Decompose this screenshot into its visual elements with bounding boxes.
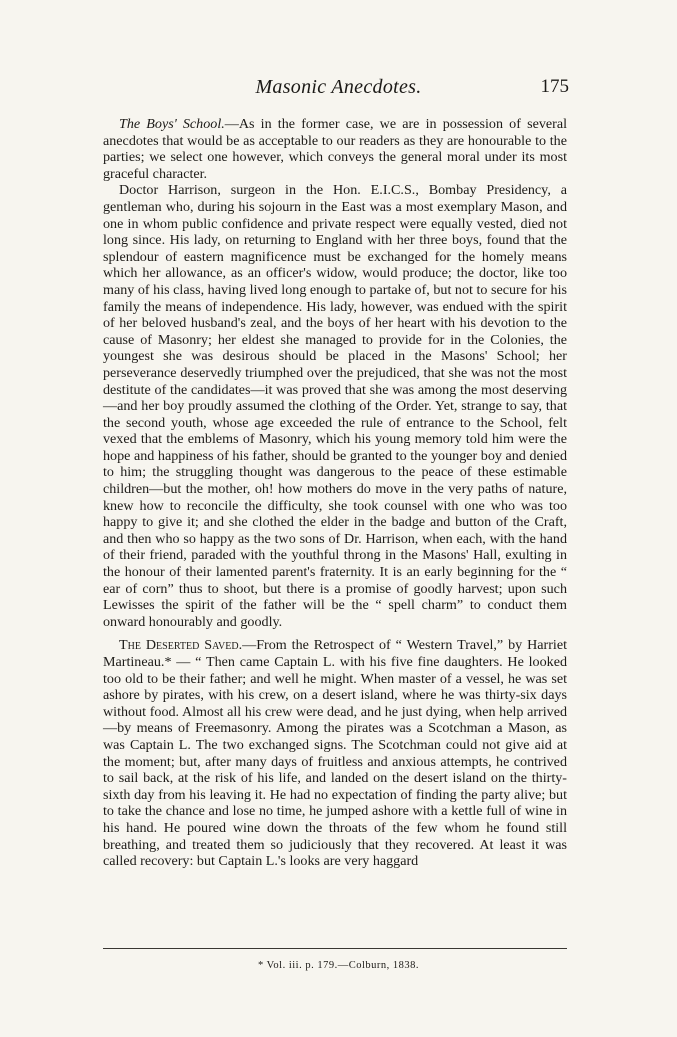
footnote-rule — [103, 948, 567, 949]
footnote: * Vol. iii. p. 179.—Colburn, 1838. — [257, 960, 419, 971]
section-heading-boys-school: The Boys' School. — [119, 116, 225, 132]
paragraph-boys-school — [103, 116, 567, 182]
paragraph-deserted-saved — [103, 637, 567, 869]
section-heading-deserted-saved: The Deserted Saved. — [119, 637, 243, 654]
paragraph-text: —From the Retrospect of “ Western Travel,” by Harriet Martineau.* — “ Then came Captain L. with his five fine daughters. He looked too old to be their father; and well he might. When master of a vessel, he was set ashore by pirates, with his crew, on a desert island, where he was thirty-six days without food. Almost all his crew were dead, and he just dying, when help arrived—by means of Freemasonry. Among the pirates was a Scotchman a Mason, as was Captain L. The two exchanged signs. The Scotchman could not give aid at the moment; but, after many days of fruitless and anxious attempts, he contrived to sail back, at the risk of his life, and landed on the desert island on the thirty-sixth day from his leaving it. He had no expectation of finding the party alive; but to take the chance and lose no time, he jumped ashore with a kettle full of wine in his hand. He poured wine down the throats of the few whom he found still breathing, and treated them so judiciously that they recovered. At least it was called recovery: but Captain L.'s looks are very haggard — [103, 637, 568, 870]
body-text — [103, 116, 567, 870]
paragraph-text: —As in the former case, we are in possession of several anecdotes that would be as acceptable to our readers as they are honourable to the parties; we select one however, which conveys the general moral under its most graceful character. — [103, 116, 567, 182]
page-number: 175 — [540, 76, 569, 97]
paragraph-doctor-harrison — [103, 182, 567, 630]
paragraph-text: Doctor Harrison, surgeon in the Hon. E.I.C.S., Bombay Presidency, a gentleman who, during his sojourn in the East was a most exemplary Mason, and one in whom public confidence and private respect were equally vested, died not long since. His lady, on returning to England with her three boys, found that the splendour of eastern magnificence must be exchanged for the homely means which her allowance, as an officer's widow, would produce; the doctor, like too many of his class, having lived long enough to partake of, but not to secure for his family the means of independence. His lady, however, was endued with the spirit of her beloved husband's zeal, and the boys of her heart with his devotion to the cause of Masonry; her eldest she managed to provide for in the Colonies, the youngest she was desirous should be placed in the Masons' School; her perseverance deservedly triumphed over the prejudiced, that she was not the most destitute of the candidates—it was proved that she was among the most deserving—and her boy proudly assumed the clothing of the Order. Yet, strange to say, that the second youth, whose age exceeded the rule of entrance to the School, felt vexed that the emblems of Masonry, which his young memory told him were the hope and happiness of his father, should be granted to the younger boy and denied to him; the struggling thought was dangerous to the peace of these estimable children—but the mother, oh! how mothers do move in the very paths of nature, knew how to reconcile the difficulty, she took counsel with one who was too happy to give it; and she clothed the elder in the badge and button of the Craft, and then who so happy as the two sons of Dr. Harrison, when each, with the hand of their friend, paraded with the youthful throng in the Masons' Hall, exulting in the honour of their lamented parent's fraternity. It is an early beginning for the “ ear of corn” thus to shoot, but there is a promise of goodly harvest; upon such Lewisses the spirit of the father will be the “ spell charm” to conduct them onward honourably and goodly. — [103, 182, 567, 630]
page-header — [0, 76, 677, 106]
running-title: Masonic Anecdotes. — [255, 76, 422, 98]
